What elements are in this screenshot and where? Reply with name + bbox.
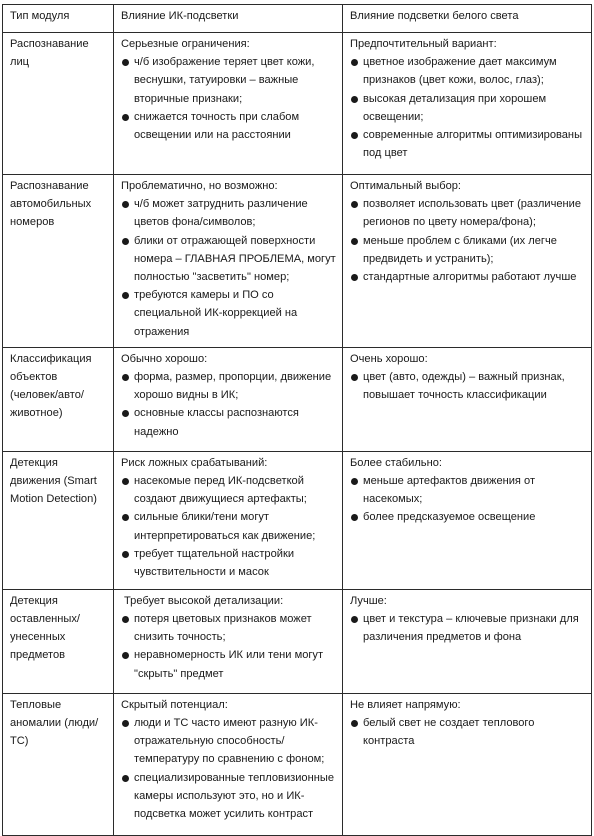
ir-effect-cell [114,693,343,835]
list-item: потеря цветовых признаков может снизить точность; [121,610,338,646]
ir-verdict: Требует высокой детализации: [124,594,284,607]
ir-effect-cell [114,589,343,693]
header-white-light-effect: Влияние подсветки белого света [343,5,592,33]
module-name: Детекция оставленных/ унесенных предметов [10,594,80,662]
table-row [3,451,592,589]
module-name-cell [3,693,114,835]
white-light-effect-cell [343,589,592,693]
white-verdict: Очень хорошо: [350,352,428,365]
module-name-cell [3,347,114,451]
white-points [350,368,587,404]
white-points [350,610,587,646]
list-item: более предсказуемое освещение [350,508,587,526]
ir-verdict: Риск ложных срабатываний: [121,456,268,469]
ir-verdict: Проблематично, но возможно: [121,180,278,192]
list-item: снижается точность при слабом освещении или на расстоянии [121,108,338,144]
module-name: Распознавание автомобильных номеров [10,180,92,229]
white-verdict: Лучше: [350,594,387,607]
table-row [3,693,592,835]
white-points [350,53,587,162]
list-item: меньше проблем с бликами (их легче предвидеть и устранить); [350,232,587,268]
ir-points [121,714,338,823]
module-name-cell [3,589,114,693]
list-item: современные алгоритмы оптимизированы под цвет [350,126,587,162]
white-light-effect-cell [343,175,592,348]
module-name-cell [3,451,114,589]
module-name-cell [3,175,114,348]
ir-verdict: Обычно хорошо: [121,352,208,365]
module-name: Детекция движения (Smart Motion Detection) [10,456,97,506]
white-points [350,472,587,527]
ir-points [121,610,338,683]
header-ir-effect: Влияние ИК-подсветки [114,5,343,33]
list-item: сильные блики/тени могут интерпретироваться как движение; [121,508,338,544]
white-light-effect-cell [343,451,592,589]
module-name: Классификация объектов (человек/авто/животное) [10,352,92,420]
ir-points [121,195,338,341]
header-module-type: Тип модуля [3,5,114,33]
list-item: меньше артефактов движения от насекомых; [350,472,587,508]
white-verdict: Более стабильно: [350,456,442,469]
white-light-effect-cell [343,693,592,835]
white-points [350,195,587,286]
list-item: требуются камеры и ПО со специальной ИК-коррекцией на отражения [121,286,338,341]
list-item: цвет и текстура – ключевые признаки для различения предметов и фона [350,610,587,646]
list-item: неравномерность ИК или тени могут "скрыть" предмет [121,646,338,682]
ir-effect-cell [114,175,343,348]
module-name-cell [3,33,114,175]
ir-points [121,472,338,581]
table-row [3,33,592,175]
white-verdict: Не влияет напрямую: [350,698,461,711]
comparison-table [2,4,592,836]
list-item: ч/б изображение теряет цвет кожи, веснушки, татуировки – важные вторичные признаки; [121,53,338,108]
list-item: ч/б может затруднить различение цветов фона/символов; [121,195,338,231]
list-item: белый свет не создает теплового контраста [350,714,587,750]
ir-points [121,368,338,441]
list-item: насекомые перед ИК-подсветкой создают движущиеся артефакты; [121,472,338,508]
white-verdict: Предпочтительный вариант: [350,38,497,50]
list-item: цветное изображение дает максимум признаков (цвет кожи, волос, глаз); [350,53,587,89]
list-item: основные классы распознаются надежно [121,404,338,440]
ir-points [121,53,338,144]
ir-verdict: Серьезные ограничения: [121,38,250,50]
module-name: Тепловые аномалии (люди/ТС) [10,698,99,748]
module-name: Распознавание лиц [10,38,89,69]
white-points [350,714,587,750]
white-light-effect-cell [343,33,592,175]
ir-effect-cell [114,451,343,589]
list-item: требует тщательной настройки чувствительности и масок [121,545,338,581]
ir-verdict: Скрытый потенциал: [121,698,228,711]
table-row [3,175,592,348]
ir-effect-cell [114,33,343,175]
list-item: стандартные алгоритмы работают лучше [350,268,587,286]
white-verdict: Оптимальный выбор: [350,180,461,192]
white-light-effect-cell [343,347,592,451]
table-row [3,347,592,451]
list-item: высокая детализация при хорошем освещении; [350,90,587,126]
table-row [3,589,592,693]
list-item: цвет (авто, одежды) – важный признак, повышает точность классификации [350,368,587,404]
list-item: люди и ТС часто имеют разную ИК-отражательную способность/температуру по сравнению с фоном; [121,714,338,769]
list-item: специализированные тепловизионные камеры используют это, но и ИК-подсветка может усилить контраст [121,769,338,824]
list-item: позволяет использовать цвет (различение регионов по цвету номера/фона); [350,195,587,231]
list-item: форма, размер, пропорции, движение хорошо видны в ИК; [121,368,338,404]
table-header-row [3,5,592,33]
ir-effect-cell [114,347,343,451]
list-item: блики от отражающей поверхности номера – ГЛАВНАЯ ПРОБЛЕМА, могут полностью "засветить" номер; [121,232,338,287]
